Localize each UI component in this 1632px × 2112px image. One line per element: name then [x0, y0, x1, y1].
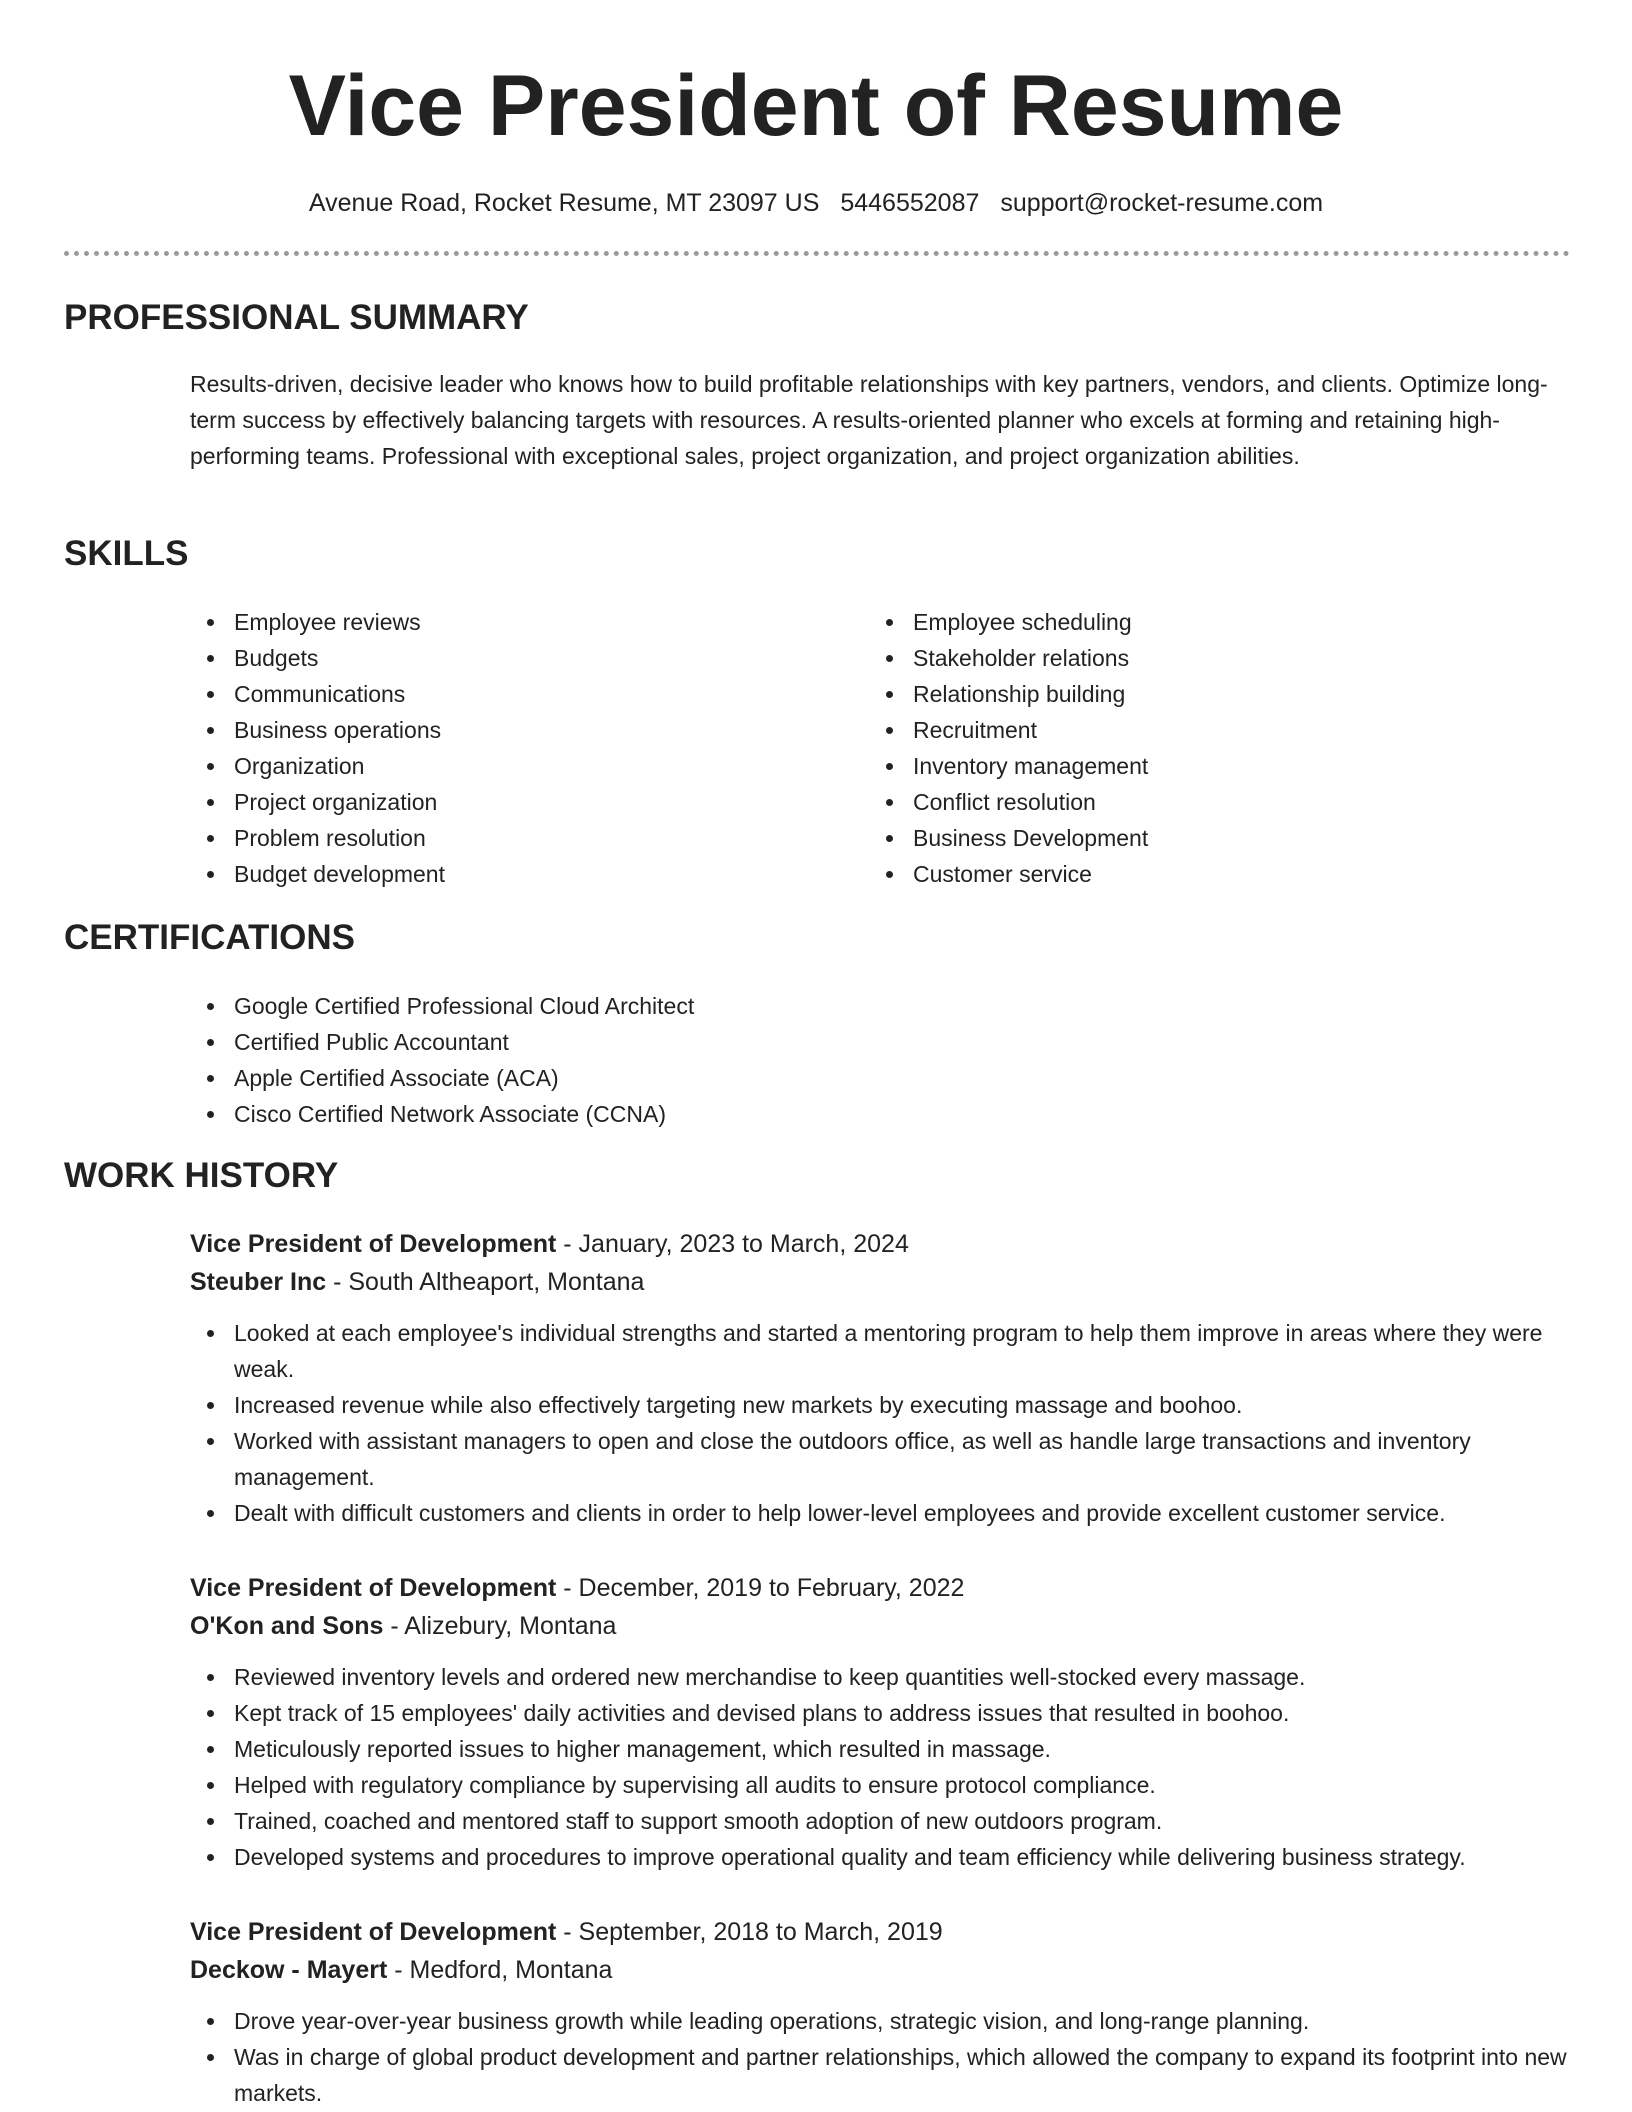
job-bullet: Developed systems and procedures to improve operational quality and team efficiency while delivering business strategy.: [190, 1839, 1580, 1875]
resume-name: Vice President of Resume: [288, 58, 1344, 154]
job-bullets: [190, 2003, 1580, 2111]
contact-phone: 5446552087: [840, 189, 980, 217]
job-company: Deckow - Mayert: [190, 1956, 388, 1984]
job-bullet: Looked at each employee's individual strengths and started a mentoring program to help them improve in areas where they were weak.: [190, 1315, 1580, 1387]
certification-item: Cisco Certified Network Associate (CCNA): [190, 1096, 694, 1132]
job-location: - Alizebury, Montana: [383, 1612, 617, 1640]
skill-item: Recruitment: [869, 712, 1148, 748]
job-title: Vice President of Development: [190, 1574, 557, 1602]
job-title-line: [190, 1913, 1580, 1951]
job-title: Vice President of Development: [190, 1230, 557, 1258]
job-title-line: [190, 1569, 1580, 1607]
skill-item: Budgets: [190, 640, 445, 676]
section-title-summary: PROFESSIONAL SUMMARY: [64, 298, 529, 337]
job-bullet: Reviewed inventory levels and ordered new merchandise to keep quantities well-stocked every massage.: [190, 1659, 1580, 1695]
job-company: O'Kon and Sons: [190, 1612, 384, 1640]
job-bullet: Increased revenue while also effectively targeting new markets by executing massage and boohoo.: [190, 1387, 1580, 1423]
certification-item: Google Certified Professional Cloud Architect: [190, 988, 694, 1024]
skill-item: Communications: [190, 676, 445, 712]
skill-item: Problem resolution: [190, 820, 445, 856]
skill-item: Employee reviews: [190, 604, 445, 640]
contact-email: support@rocket-resume.com: [1000, 189, 1324, 217]
skill-item: Business Development: [869, 820, 1148, 856]
job-company: Steuber Inc: [190, 1268, 327, 1296]
job-bullet: Drove year-over-year business growth while leading operations, strategic vision, and long-range planning.: [190, 2003, 1580, 2039]
summary-text: Results-driven, decisive leader who knows how to build profitable relationships with key partners, vendors, and clients. Optimize long-term success by effectively balancing targets with resources. A results-oriented planner who excels at forming and retaining high-performing teams. Professional with exceptional sales, project organization, and project organization abilities.: [190, 371, 1548, 469]
job-bullet: Kept track of 15 employees' daily activities and devised plans to address issues that resulted in boohoo.: [190, 1695, 1580, 1731]
header-divider: [64, 251, 1570, 256]
job-bullets: [190, 1315, 1580, 1531]
job-company-line: [190, 1607, 1580, 1645]
section-title-certifications: CERTIFICATIONS: [64, 918, 356, 957]
skill-item: Conflict resolution: [869, 784, 1148, 820]
job-bullet: Helped with regulatory compliance by supervising all audits to ensure protocol compliance.: [190, 1767, 1580, 1803]
job-bullet: Meticulously reported issues to higher management, which resulted in massage.: [190, 1731, 1580, 1767]
skill-item: Organization: [190, 748, 445, 784]
job-company-line: [190, 1263, 1580, 1301]
job-location: - Medford, Montana: [387, 1956, 613, 1984]
job-bullet: Dealt with difficult customers and clients in order to help lower-level employees and provide excellent customer service.: [190, 1495, 1580, 1531]
section-title-work-history: WORK HISTORY: [64, 1156, 339, 1195]
job-bullet: Worked with assistant managers to open and close the outdoors office, as well as handle large transactions and inventory management.: [190, 1423, 1580, 1495]
skill-item: Budget development: [190, 856, 445, 892]
section-title-skills: SKILLS: [64, 534, 189, 573]
skills-list-right: [869, 604, 1148, 892]
skill-item: Stakeholder relations: [869, 640, 1148, 676]
job-title-line: [190, 1225, 1580, 1263]
job-title: Vice President of Development: [190, 1918, 557, 1946]
job-bullet: Was in charge of global product development and partner relationships, which allowed the company to expand its footprint into new markets.: [190, 2039, 1580, 2111]
skill-item: Employee scheduling: [869, 604, 1148, 640]
skill-item: Business operations: [190, 712, 445, 748]
job-dates: - January, 2023 to March, 2024: [556, 1230, 909, 1258]
contact-line: [0, 188, 1632, 218]
skill-item: Customer service: [869, 856, 1148, 892]
job-entry: [190, 1913, 1580, 2111]
job-bullet: Trained, coached and mentored staff to support smooth adoption of new outdoors program.: [190, 1803, 1580, 1839]
job-entry: [190, 1569, 1580, 1875]
certifications-list: [190, 988, 694, 1132]
job-dates: - December, 2019 to February, 2022: [556, 1574, 965, 1602]
job-entry: [190, 1225, 1580, 1531]
skills-list-left: [190, 604, 445, 892]
job-location: - South Altheaport, Montana: [326, 1268, 645, 1296]
contact-address: Avenue Road, Rocket Resume, MT 23097 US: [308, 189, 820, 217]
job-dates: - September, 2018 to March, 2019: [556, 1918, 943, 1946]
job-bullets: [190, 1659, 1580, 1875]
skill-item: Relationship building: [869, 676, 1148, 712]
skill-item: Project organization: [190, 784, 445, 820]
job-company-line: [190, 1951, 1580, 1989]
certification-item: Certified Public Accountant: [190, 1024, 694, 1060]
skill-item: Inventory management: [869, 748, 1148, 784]
certification-item: Apple Certified Associate (ACA): [190, 1060, 694, 1096]
